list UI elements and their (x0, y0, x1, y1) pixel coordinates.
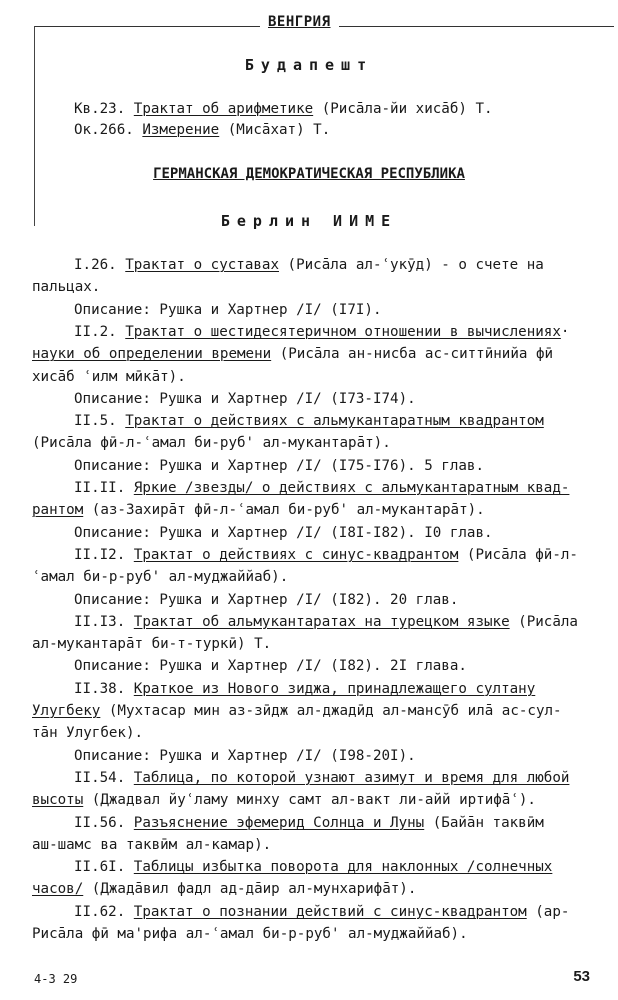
manuscript-line (74, 524, 604, 542)
line-post: (Мухтасар мин аз-зӣдж ал-джадӣд ал-мансӯб илā ас-сул- (100, 703, 562, 719)
line-title: Краткое из Нового зиджа, принадлежащего султану (133, 680, 536, 697)
manuscript-line (74, 680, 604, 698)
line-pre: II.I2. (74, 546, 134, 563)
line-post: (Рисāла фӣ-л- (458, 546, 578, 563)
manuscript-line (74, 613, 604, 631)
line-pre: аш-шамс ва таквӣм ал-камар). (32, 836, 272, 853)
line-post: (ар- (526, 903, 570, 920)
line-pre: II.5. (74, 413, 126, 430)
line-pre: II.2. (74, 323, 126, 340)
line-title: Трактат о суставах (125, 257, 279, 273)
line-pre: Описание: Рушка и Хартнер /I/ (I8I-I82). I0 глав. (74, 524, 493, 541)
page-number: 53 (573, 968, 590, 985)
city-heading-budapest: Будапешт (244, 56, 374, 74)
line-title: Трактат о действиях с альмукантаратным квадрантом (125, 413, 544, 430)
manuscript-line (32, 434, 602, 452)
line-pre: Описание: Рушка и Хартнер /I/ (I82). 20 глав. (74, 591, 459, 608)
line-title: Разъяснение эфемерид Солнца и Луны (133, 814, 425, 831)
line-post: (аз-Захирāт фӣ-л-ʿамал би-руб' ал-мукантарāт). (83, 502, 485, 519)
line-title: Трактат о шестидесятеричном отношении в вычислениях (125, 323, 561, 340)
line-pre: ал-мукантарāт би-т-туркӣ) Т. (32, 636, 272, 653)
country-heading-hungary: ВЕНГРИЯ (260, 14, 339, 30)
line-pre: II.II. (74, 480, 134, 496)
line-pre: хисāб ʿилм мӣкāт). (32, 368, 186, 385)
line-pre: пальцах. (32, 279, 101, 296)
manuscript-line (74, 858, 604, 876)
line-pre: Описание: Рушка и Хартнер /I/ (I73-I74). (74, 390, 416, 407)
line-pre: Рисāла фӣ ма'рифа ал-ʿамал би-р-руб' ал-муджаййаб). (32, 926, 468, 942)
line-title: часов/ (32, 881, 84, 898)
manuscript-line (74, 390, 604, 408)
city-heading-berlin: Берлин ИИМЕ (220, 212, 398, 230)
entry-post: (Рисāла-йи хисāб) Т. (313, 101, 493, 117)
line-title: Таблица, по которой узнают азимут и время для любой (133, 769, 570, 786)
country-heading-gdr: ГЕРМАНСКАЯ ДЕМОКРАТИЧЕСКАЯ РЕСПУБЛИКА (153, 166, 465, 182)
line-pre: II.54. (74, 769, 134, 786)
entry-title: Трактат об арифметике (133, 101, 314, 117)
manuscript-line (74, 591, 604, 609)
line-pre: ʿамал би-р-руб' ал-муджаййаб). (32, 569, 289, 586)
manuscript-line (32, 880, 602, 898)
line-title: Трактат о действиях с синус-квадрантом (133, 546, 459, 563)
manuscript-line (74, 256, 604, 274)
manuscript-line (74, 903, 604, 921)
entry-title: Измерение (142, 122, 220, 138)
manuscript-line (32, 568, 602, 586)
line-title: Трактат об альмукантаратах на турецком языке (133, 613, 510, 630)
entry-hungary-2 (74, 121, 604, 139)
line-pre: (Рисāла фӣ-л-ʿамал би-руб' ал-мукантарāт). (32, 435, 391, 452)
line-post: (Рисāла ал-ʿукӯд) - о счете на (279, 257, 544, 273)
line-pre: II.56. (74, 814, 134, 831)
entry-pre: Кв.23. (74, 101, 134, 117)
manuscript-line (74, 747, 604, 765)
line-pre: Описание: Рушка и Хартнер /I/ (I7I). (74, 301, 382, 318)
line-pre: Описание: Рушка и Хартнер /I/ (I75-I76). 5 глав. (74, 457, 484, 474)
manuscript-line (74, 769, 604, 787)
line-title: высоты (32, 792, 84, 809)
line-post: (Джадвал йуʿламу минху самт ал-вакт ли-айй иртифāʿ). (83, 792, 536, 809)
line-pre: II.62. (74, 903, 134, 920)
manuscript-line (32, 278, 602, 296)
manuscript-line (32, 791, 602, 809)
line-pre: II.I3. (74, 613, 134, 630)
manuscript-line (32, 368, 602, 386)
line-post: · (560, 323, 570, 340)
manuscript-line (32, 724, 602, 742)
line-post: (Байāн таквӣм (424, 814, 544, 831)
manuscript-line (74, 457, 604, 475)
line-post: (Рисāла (509, 613, 578, 630)
line-post: (Рисāла ан-нисба ас-ситтӣнийа фӣ (271, 346, 554, 363)
line-title: науки об определении времени (32, 346, 272, 363)
line-pre: тāн Улугбек). (32, 725, 144, 742)
manuscript-line (74, 479, 604, 497)
manuscript-line (74, 546, 604, 564)
line-pre: Описание: Рушка и Хартнер /I/ (I82). 2I глава. (74, 658, 467, 675)
line-pre: Описание: Рушка и Хартнер /I/ (I98-20I). (74, 747, 416, 764)
manuscript-line (74, 657, 604, 675)
entry-pre: Ок.266. (74, 122, 143, 138)
footer-code: 4-3 29 (34, 972, 78, 986)
entry-post: (Мисāхат) Т. (219, 122, 331, 138)
entry-hungary-1 (74, 100, 604, 118)
manuscript-line (32, 345, 602, 363)
manuscript-line (74, 412, 604, 430)
line-title: рантом (32, 502, 84, 519)
line-pre: II.6I. (74, 859, 134, 876)
manuscript-line (74, 323, 604, 341)
manuscript-line (32, 925, 602, 943)
manuscript-line (32, 702, 602, 720)
manuscript-line (32, 501, 602, 519)
line-pre: II.38. (74, 680, 134, 697)
manuscript-line (74, 814, 604, 832)
manuscript-line (74, 301, 604, 319)
line-post: (Джадāвил фадл ад-дāир ал-мунхарифāт). (83, 881, 417, 898)
manuscript-line (32, 635, 602, 653)
line-title: Трактат о познании действий с синус-квадрантом (133, 903, 527, 920)
manuscript-line (32, 836, 602, 854)
line-title: Яркие /звезды/ о действиях с альмукантаратным квад- (133, 480, 570, 496)
line-title: Улугбеку (32, 703, 101, 719)
line-pre: I.26. (74, 257, 126, 273)
line-title: Таблицы избытка поворота для наклонных /солнечных (133, 859, 553, 876)
